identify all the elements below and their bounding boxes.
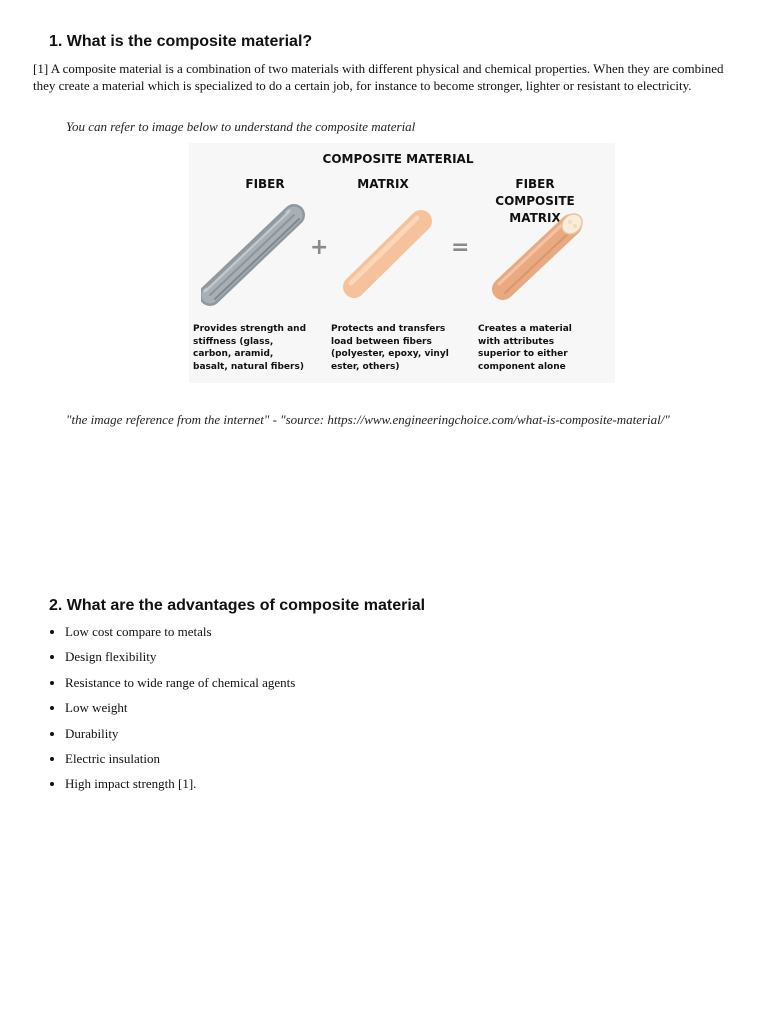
list-item: • Resistance to wide range of chemical agents <box>65 673 295 698</box>
list-item: • Design flexibility <box>65 647 295 672</box>
section-1-heading: 1. What is the composite material? <box>49 33 313 50</box>
image-source-caption: "the image reference from the internet" - "source: https://www.engineeringchoice.com/what-is-composite-material/" <box>66 412 670 427</box>
list-item: • Electric insulation <box>65 749 295 774</box>
composite-description: Creates a material with attributes superior to either component alone <box>478 324 572 372</box>
fiber-heading: FIBER <box>245 177 285 191</box>
matrix-description: Protects and transfers load between fibers (polyester, epoxy, vinyl ester, others) <box>331 324 449 372</box>
fiber-bundle-icon <box>201 203 305 307</box>
fiber-composite-matrix-heading: FIBER COMPOSITE MATRIX <box>495 177 575 225</box>
fiber-description: Provides strength and stiffness (glass, carbon, aramid, basalt, natural fibers) <box>193 324 307 372</box>
image-intro-caption: You can refer to image below to understand the composite material <box>66 119 416 134</box>
matrix-heading: MATRIX <box>357 177 409 191</box>
figure-title: COMPOSITE MATERIAL <box>322 152 474 166</box>
advantages-list <box>45 622 295 800</box>
equals-operator: = <box>451 235 470 260</box>
composite-definition-paragraph: [1] A composite material is a combination of two materials with different physical and chemical properties. When they are combined they create a material which is specialized to do a certain job, for instance to become stronger, lighter or resistant to electricity. <box>33 61 724 93</box>
composite-material-figure <box>189 143 615 383</box>
list-item: • High impact strength [1]. <box>65 774 295 799</box>
plus-operator: + <box>310 235 329 260</box>
list-item: • Low weight <box>65 698 295 723</box>
list-item: • Low cost compare to metals <box>65 622 295 647</box>
list-item: • Durability <box>65 724 295 749</box>
section-2-heading: 2. What are the advantages of composite material <box>49 597 426 614</box>
matrix-cylinder-icon <box>339 205 435 301</box>
composite-cylinder-icon <box>487 209 587 305</box>
